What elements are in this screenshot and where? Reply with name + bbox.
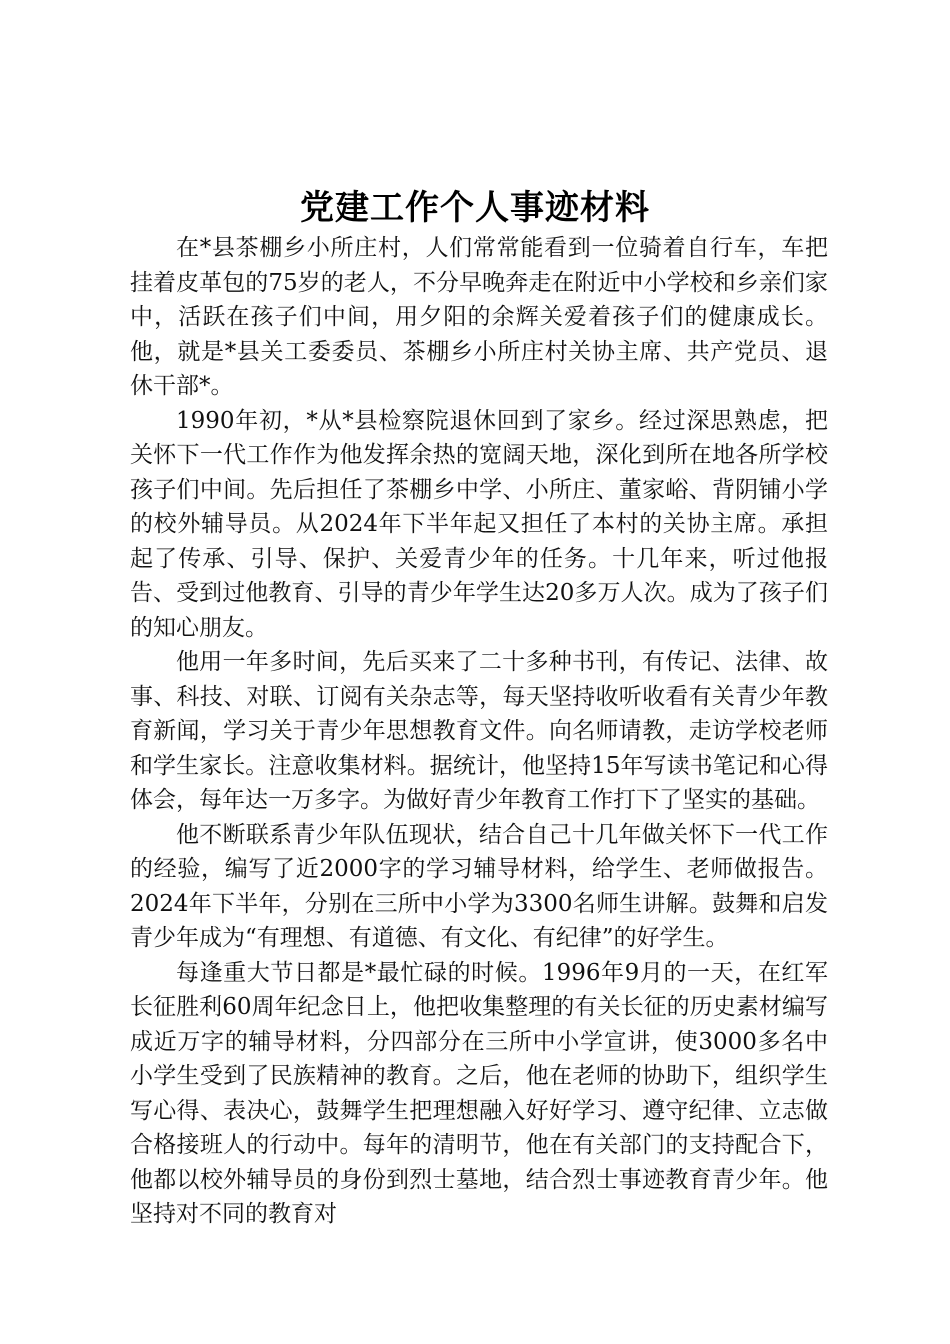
document-body bbox=[130, 231, 828, 1232]
paragraph-1: 在*县茶棚乡小所庄村，人们常常能看到一位骑着自行车，车把挂着皮革包的75岁的老人，不分早晚奔走在附近中小学校和乡亲们家中，活跃在孩子们中间，用夕阳的余辉关爱着孩子们的健康成长。他，就是*县关工委委员、茶棚乡小所庄村关协主席、共产党员、退休干部*。 bbox=[130, 235, 828, 399]
paragraph-2: 1990年初，*从*县检察院退休回到了家乡。经过深思熟虑，把关怀下一代工作作为他发挥余热的宽阔天地，深化到所在地各所学校孩子们中间。先后担任了茶棚乡中学、小所庄、董家峪、背阴铺小学的校外辅导员。从2024年下半年起又担任了本村的关协主席。承担起了传承、引导、保护、关爱青少年的任务。十几年来，听过他报告、受到过他教育、引导的青少年学生达20多万人次。成为了孩子们的知心朋友。 bbox=[130, 407, 828, 641]
paragraph-4: 他不断联系青少年队伍现状，结合自己十几年做关怀下一代工作的经验，编写了近2000字的学习辅导材料，给学生、老师做报告。2024年下半年，分别在三所中小学为3300名师生讲解。鼓舞和启发青少年成为“有理想、有道德、有文化、有纪律”的好学生。 bbox=[130, 821, 828, 951]
document-title: 党建工作个人事迹材料 bbox=[300, 188, 650, 228]
paragraph-3: 他用一年多时间，先后买来了二十多种书刊，有传记、法律、故事、科技、对联、订阅有关杂志等，每天坚持收听收看有关青少年教育新闻，学习关于青少年思想教育文件。向名师请教，走访学校老师和学生家长。注意收集材料。据统计，他坚持15年写读书笔记和心得体会，每年达一万多字。为做好青少年教育工作打下了坚实的基础。 bbox=[130, 649, 828, 813]
paragraph-5: 每逢重大节日都是*最忙碌的时候。1996年9月的一天，在红军长征胜利60周年纪念日上，他把收集整理的有关长征的历史素材编写成近万字的辅导材料，分四部分在三所中小学宣讲，使3000多名中小学生受到了民族精神的教育。之后，他在老师的协助下，组织学生写心得、表决心，鼓舞学生把理想融入好好学习、遵守纪律、立志做合格接班人的行动中。每年的清明节，他在有关部门的支持配合下，他都以校外辅导员的身份到烈士墓地，结合烈士事迹教育青少年。他坚持对不同的教育对 bbox=[130, 959, 828, 1227]
